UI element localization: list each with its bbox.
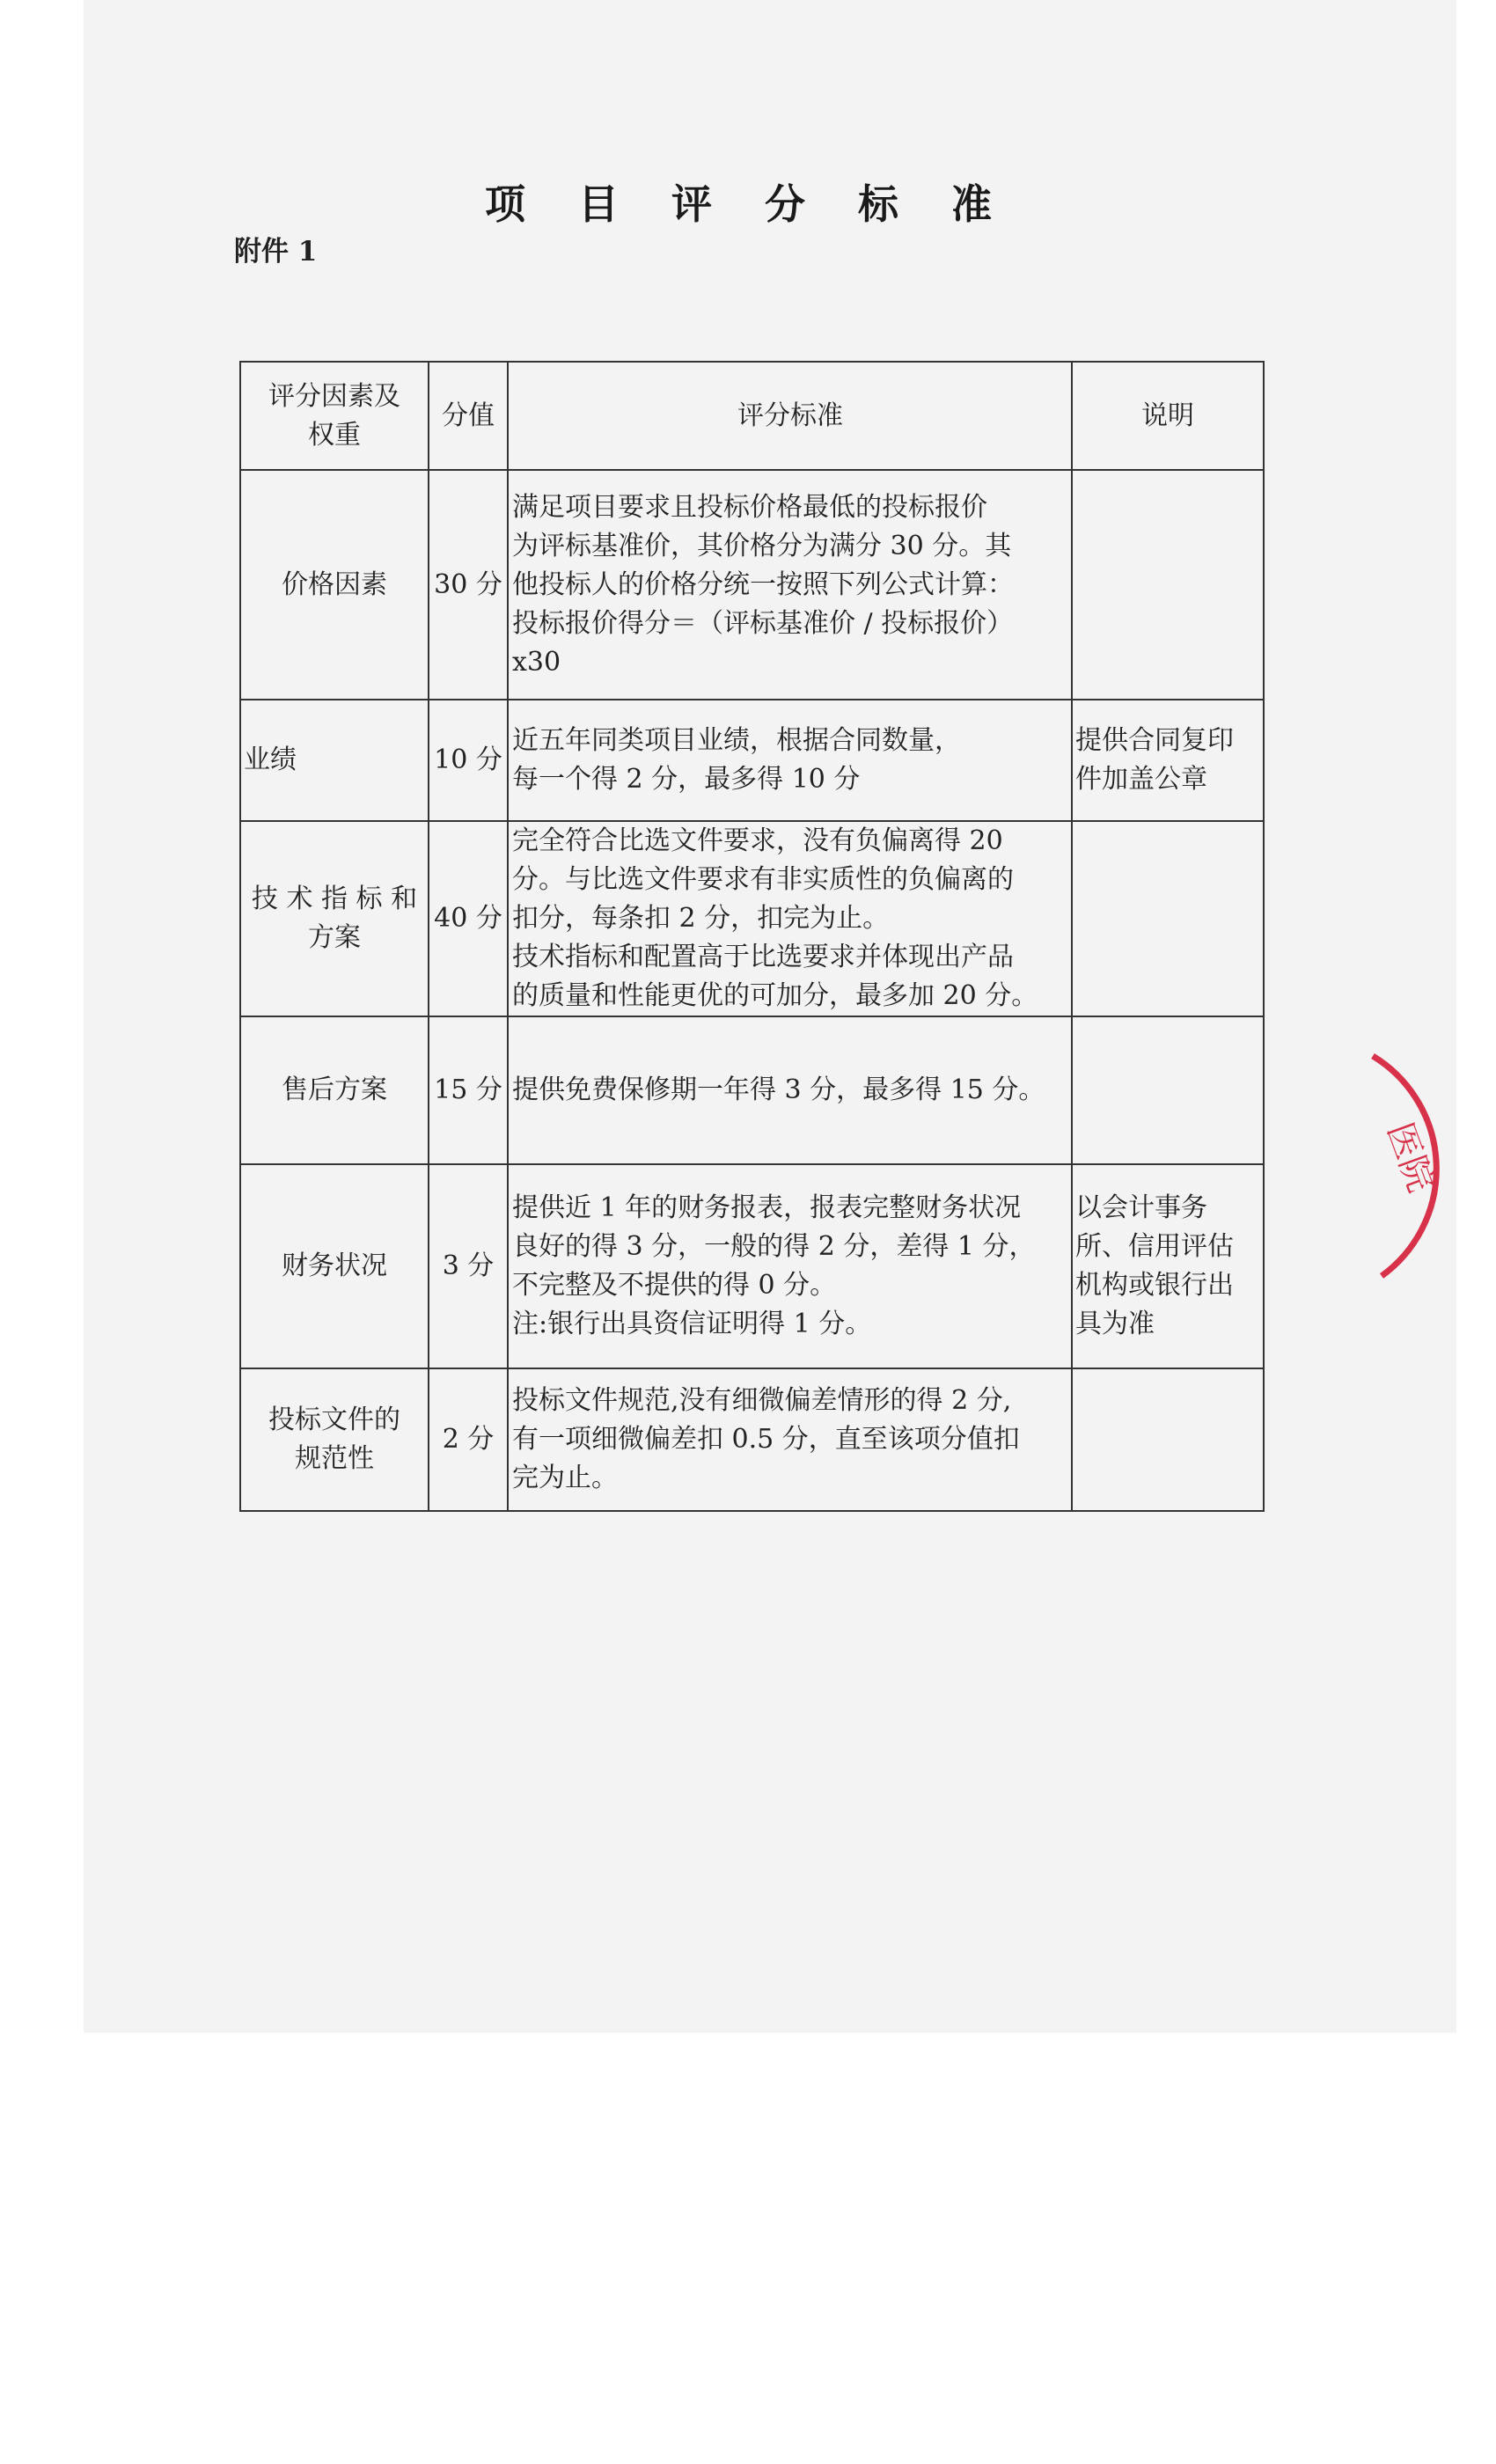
criteria-cell (508, 700, 1072, 821)
criteria-cell (508, 1368, 1072, 1511)
note-cell-line: 件加盖公章 (1075, 764, 1207, 795)
factor-cell-line: 技 术 指 标 和 (251, 884, 418, 914)
criteria-cell-line: 良好的得 3 分，一般的得 2 分，差得 1 分， (512, 1231, 1036, 1262)
criteria-cell-line: 为评标基准价，其价格分为满分 30 分。其 (512, 530, 1012, 561)
note-cell (1072, 1164, 1264, 1368)
header-score (429, 362, 508, 470)
criteria-cell (508, 821, 1072, 1016)
factor-cell (240, 700, 429, 821)
table-row (240, 470, 1264, 700)
table-row (240, 1016, 1264, 1164)
note-cell (1072, 1016, 1264, 1164)
table-row (240, 1368, 1264, 1511)
score-cell: 15 分 (429, 1016, 508, 1164)
criteria-cell-line: 的质量和性能更优的可加分，最多加 20 分。 (512, 980, 1038, 1011)
header-note-line: 说明 (1141, 400, 1194, 431)
svg-text:医院: 医院 (1379, 1117, 1441, 1198)
red-seal-stamp (1355, 1047, 1461, 1288)
note-cell (1072, 470, 1264, 700)
header-note (1072, 362, 1264, 470)
score-cell: 3 分 (429, 1164, 508, 1368)
criteria-cell-line: 完全符合比选文件要求，没有负偏离得 20 (512, 825, 1003, 856)
criteria-cell-line: 注:银行出具资信证明得 1 分。 (512, 1309, 872, 1339)
note-cell (1072, 821, 1264, 1016)
score-cell: 30 分 (429, 470, 508, 700)
note-cell-line: 具为准 (1075, 1309, 1155, 1339)
criteria-cell-line: 他投标人的价格分统一按照下列公式计算： (512, 568, 1014, 600)
factor-cell-line: 方案 (308, 922, 361, 953)
criteria-cell-line: 技术指标和配置高于比选要求并体现出产品 (512, 942, 1014, 972)
note-cell (1072, 1368, 1264, 1511)
factor-cell-line: 售后方案 (282, 1074, 387, 1105)
attachment-label: 附件 1 (234, 236, 318, 268)
criteria-cell (508, 470, 1072, 700)
factor-cell-line: 价格因素 (282, 568, 387, 600)
criteria-cell-line: 近五年同类项目业绩，根据合同数量， (512, 725, 961, 756)
header-score-line: 分值 (442, 400, 495, 431)
factor-cell (240, 1368, 429, 1511)
criteria-cell-line: 有一项细微偏差扣 0.5 分，直至该项分值扣 (512, 1424, 1020, 1455)
score-cell: 2 分 (429, 1368, 508, 1511)
criteria-cell-line: x30 (512, 646, 561, 678)
factor-cell-line: 业绩 (244, 744, 297, 775)
criteria-cell-line: 分。与比选文件要求有非实质性的负偏离的 (512, 864, 1014, 895)
factor-cell (240, 1164, 429, 1368)
factor-cell (240, 470, 429, 700)
criteria-cell (508, 1016, 1072, 1164)
criteria-cell-line: 投标文件规范,没有细微偏差情形的得 2 分, (512, 1385, 1012, 1416)
header-factor-line: 评分因素及 (268, 380, 400, 412)
note-cell-line: 机构或银行出 (1075, 1270, 1234, 1301)
criteria-cell-line: 扣分，每条扣 2 分，扣完为止。 (512, 903, 890, 934)
factor-cell (240, 821, 429, 1016)
criteria-cell-line: 提供免费保修期一年得 3 分，最多得 15 分。 (512, 1074, 1045, 1105)
criteria-cell (508, 1164, 1072, 1368)
factor-cell-line: 财务状况 (282, 1250, 387, 1281)
score-cell: 40 分 (429, 821, 508, 1016)
criteria-cell-line: 完为止。 (512, 1463, 618, 1493)
criteria-cell-line: 投标报价得分＝（评标基准价 / 投标报价） (512, 607, 1014, 639)
criteria-cell-line: 每一个得 2 分，最多得 10 分 (512, 764, 861, 795)
factor-cell-line: 规范性 (295, 1443, 374, 1474)
criteria-cell-line: 不完整及不提供的得 0 分。 (512, 1270, 837, 1301)
factor-cell-line: 投标文件的 (268, 1404, 400, 1435)
table-row (240, 1164, 1264, 1368)
page-title: 项 目 评 分 标 准 (484, 180, 1012, 228)
scoring-criteria-table (239, 361, 1265, 1512)
table-header-row (240, 362, 1264, 470)
table-row (240, 821, 1264, 1016)
table-row (240, 700, 1264, 821)
note-cell-line: 提供合同复印 (1075, 725, 1234, 756)
criteria-cell-line: 提供近 1 年的财务报表，报表完整财务状况 (512, 1192, 1022, 1223)
note-cell (1072, 700, 1264, 821)
header-factor-line: 权重 (308, 419, 361, 451)
factor-cell (240, 1016, 429, 1164)
score-cell: 10 分 (429, 700, 508, 821)
note-cell-line: 所、信用评估 (1075, 1231, 1234, 1262)
criteria-cell-line: 满足项目要求且投标价格最低的投标报价 (512, 491, 987, 523)
header-factor (240, 362, 429, 470)
header-criteria-line: 评分标准 (737, 400, 843, 431)
note-cell-line: 以会计事务 (1075, 1192, 1207, 1223)
header-criteria (508, 362, 1072, 470)
